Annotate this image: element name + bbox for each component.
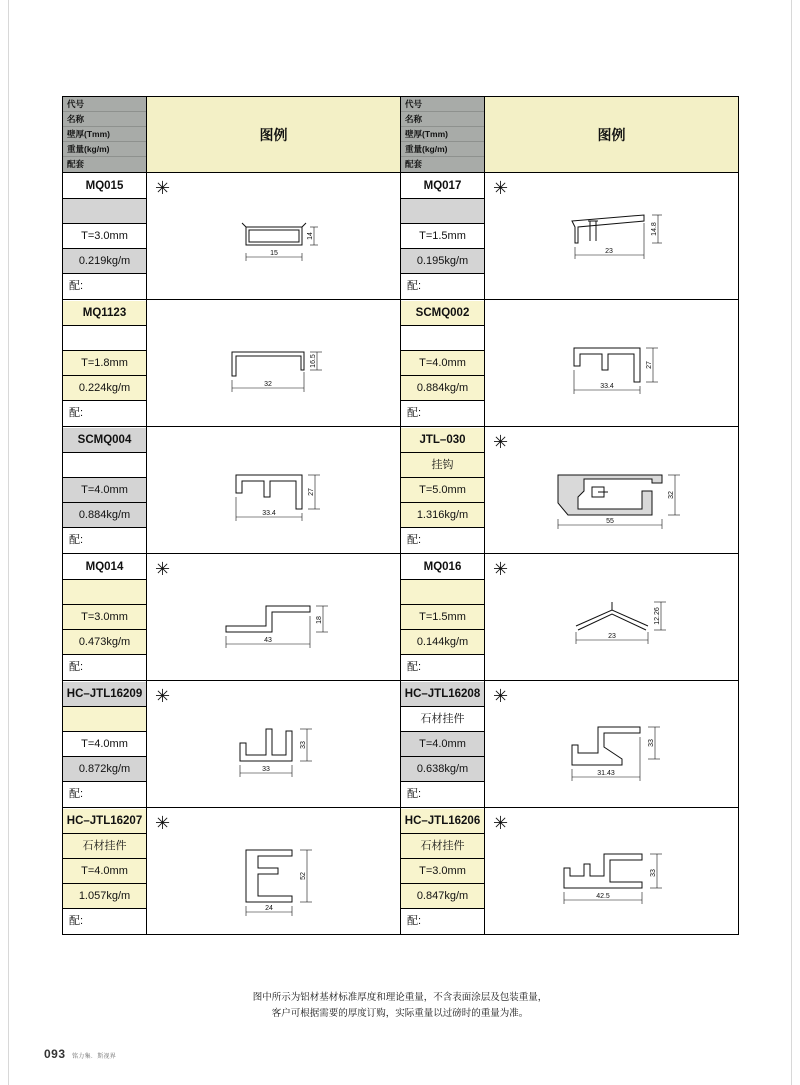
- profile-thickness: T=1.5mm: [401, 605, 484, 630]
- profile-drawing: [174, 308, 374, 418]
- table-row: [63, 173, 739, 300]
- page-border-right: [791, 0, 792, 1085]
- profile-weight: 0.473kg/m: [63, 630, 146, 655]
- dim-width: 33: [261, 766, 270, 773]
- asterisk-icon: ✳: [493, 432, 509, 452]
- table-row: [63, 681, 739, 808]
- profile-thickness: T=4.0mm: [63, 478, 146, 503]
- asterisk-icon: ✳: [493, 813, 509, 833]
- spec-label-cell: [63, 300, 147, 427]
- dim-width: 55: [605, 518, 614, 525]
- profiles-table: [62, 96, 739, 935]
- profile-weight: 1.316kg/m: [401, 503, 484, 528]
- dim-height: 12.26: [653, 607, 661, 625]
- profile-thickness: T=4.0mm: [63, 732, 146, 757]
- dim-width: 23: [607, 633, 616, 640]
- spec-label-cell: [63, 808, 147, 935]
- profile-thickness: T=4.0mm: [63, 859, 146, 884]
- dim-height: 18: [315, 616, 323, 624]
- dim-width: 24: [264, 905, 273, 912]
- dim-width: 31.43: [596, 770, 615, 777]
- profile-kit: 配:: [401, 528, 484, 553]
- header-code: 代号: [63, 97, 146, 112]
- page-number-value: 093: [44, 1047, 66, 1061]
- footnote-line-1: 图中所示为铝材基材标准厚度和理论重量，不含表面涂层及包装重量，: [252, 992, 548, 1003]
- spec-label-cell: [401, 554, 485, 681]
- profile-figure: [485, 173, 739, 300]
- profile-figure: [485, 808, 739, 935]
- header-code: 代号: [401, 97, 484, 112]
- dim-height: 27: [307, 488, 315, 496]
- dim-width: 42.5: [595, 893, 610, 900]
- profile-weight: 0.884kg/m: [401, 376, 484, 401]
- header-weight: 重量(kg/m): [401, 142, 484, 157]
- profile-figure: [147, 681, 401, 808]
- profile-code: MQ1123: [63, 301, 146, 326]
- table-row: [63, 300, 739, 427]
- profile-name: 挂钩: [401, 453, 484, 478]
- asterisk-icon: ✳: [155, 813, 171, 833]
- profile-weight: 0.144kg/m: [401, 630, 484, 655]
- spec-label-cell: [401, 427, 485, 554]
- profile-name: [401, 580, 484, 605]
- profile-weight: 0.195kg/m: [401, 249, 484, 274]
- table-row: [63, 427, 739, 554]
- page-number: [44, 1047, 66, 1061]
- header-figure-right: 图例: [485, 97, 739, 173]
- profile-drawing: [512, 181, 712, 291]
- profile-figure: [485, 300, 739, 427]
- table-row: [63, 808, 739, 935]
- dim-width: 32: [263, 381, 272, 388]
- table-row: [63, 554, 739, 681]
- profile-figure: [147, 173, 401, 300]
- asterisk-icon: ✳: [493, 686, 509, 706]
- dim-width: 33.4: [261, 510, 276, 517]
- dim-height: 52: [299, 872, 307, 880]
- profile-drawing: [512, 435, 712, 545]
- profile-weight: 0.872kg/m: [63, 757, 146, 782]
- page-border-left: [8, 0, 9, 1085]
- profile-name: 石材挂件: [401, 707, 484, 732]
- profile-weight: 1.057kg/m: [63, 884, 146, 909]
- dim-width: 43: [263, 637, 272, 644]
- profile-weight: 0.884kg/m: [63, 503, 146, 528]
- profile-kit: 配:: [63, 401, 146, 426]
- spec-label-cell: [401, 808, 485, 935]
- dim-height: 33: [647, 739, 655, 747]
- dim-width: 23: [604, 248, 613, 255]
- profile-code: MQ017: [401, 174, 484, 199]
- footnote-line-2: 客户可根据需要的厚度订购，实际重量以过磅时的重量为准。: [271, 1008, 529, 1019]
- profile-kit: 配:: [401, 655, 484, 680]
- profile-name: 石材挂件: [63, 834, 146, 859]
- profile-weight: 0.638kg/m: [401, 757, 484, 782]
- profile-weight: 0.219kg/m: [63, 249, 146, 274]
- header-label-right: [401, 97, 485, 173]
- asterisk-icon: ✳: [155, 686, 171, 706]
- header-name: 名称: [401, 112, 484, 127]
- spec-label-cell: [63, 173, 147, 300]
- profile-name: [63, 707, 146, 732]
- asterisk-icon: ✳: [155, 559, 171, 579]
- profile-code: SCMQ004: [63, 428, 146, 453]
- profile-weight: 0.224kg/m: [63, 376, 146, 401]
- profile-figure: [485, 554, 739, 681]
- profile-thickness: T=4.0mm: [401, 351, 484, 376]
- profile-weight: 0.847kg/m: [401, 884, 484, 909]
- dim-height: 14: [306, 232, 314, 240]
- profile-name: [63, 199, 146, 224]
- profile-thickness: T=1.5mm: [401, 224, 484, 249]
- profile-drawing: [174, 435, 374, 545]
- profile-kit: 配:: [401, 401, 484, 426]
- spec-label-cell: [401, 681, 485, 808]
- header-name: 名称: [63, 112, 146, 127]
- profile-kit: 配:: [401, 274, 484, 299]
- dim-height: 27: [645, 361, 653, 369]
- spec-label-cell: [63, 554, 147, 681]
- dim-height: 14.8: [650, 222, 658, 236]
- profile-kit: 配:: [401, 909, 484, 934]
- profile-kit: 配:: [63, 782, 146, 807]
- profile-kit: 配:: [401, 782, 484, 807]
- profile-name: [401, 326, 484, 351]
- dim-height: 32: [667, 491, 675, 499]
- profile-code: HC–JTL16208: [401, 682, 484, 707]
- profile-thickness: T=3.0mm: [63, 224, 146, 249]
- profile-drawing: [512, 308, 712, 418]
- profile-code: MQ015: [63, 174, 146, 199]
- dim-width: 15: [269, 250, 278, 257]
- header-kit: 配套: [405, 159, 423, 169]
- profile-kit: 配:: [63, 909, 146, 934]
- profile-drawing: [174, 562, 374, 672]
- profile-thickness: T=3.0mm: [63, 605, 146, 630]
- profile-kit: 配:: [63, 655, 146, 680]
- spec-label-cell: [63, 427, 147, 554]
- brand-mark: 铭力集．斯视界: [72, 1054, 117, 1060]
- profile-kit: 配:: [63, 274, 146, 299]
- spec-label-cell: [401, 173, 485, 300]
- profile-thickness: T=3.0mm: [401, 859, 484, 884]
- profile-figure: [147, 300, 401, 427]
- profile-drawing: [174, 181, 374, 291]
- profile-code: HC–JTL16207: [63, 809, 146, 834]
- dim-height: 33: [299, 741, 307, 749]
- profile-name: 石材挂件: [401, 834, 484, 859]
- profile-figure: [147, 427, 401, 554]
- footnote: [0, 990, 800, 1022]
- profile-drawing: [174, 689, 374, 799]
- header-figure-left: 图例: [147, 97, 401, 173]
- profile-drawing: [512, 562, 712, 672]
- profile-code: JTL–030: [401, 428, 484, 453]
- profile-name: [63, 326, 146, 351]
- profile-code: MQ016: [401, 555, 484, 580]
- profile-thickness: T=4.0mm: [401, 732, 484, 757]
- profile-figure: [147, 808, 401, 935]
- header-label-left: [63, 97, 147, 173]
- profile-code: MQ014: [63, 555, 146, 580]
- profile-drawing: [512, 689, 712, 799]
- header-thickness: 壁厚(Tmm): [401, 127, 484, 142]
- profile-thickness: T=1.8mm: [63, 351, 146, 376]
- profile-figure: [485, 681, 739, 808]
- asterisk-icon: ✳: [493, 559, 509, 579]
- profile-figure: [485, 427, 739, 554]
- profile-code: SCMQ002: [401, 301, 484, 326]
- profile-name: [63, 580, 146, 605]
- header-kit: 配套: [67, 159, 85, 169]
- dim-width: 33.4: [599, 383, 614, 390]
- spec-label-cell: [63, 681, 147, 808]
- profile-drawing: [512, 816, 712, 926]
- profile-code: HC–JTL16206: [401, 809, 484, 834]
- asterisk-icon: ✳: [155, 178, 171, 198]
- spec-label-cell: [401, 300, 485, 427]
- header-weight: 重量(kg/m): [63, 142, 146, 157]
- dim-height: 16.5: [309, 354, 317, 368]
- profile-drawing: [174, 816, 374, 926]
- profile-kit: 配:: [63, 528, 146, 553]
- table-header-row: [63, 97, 739, 173]
- profile-figure: [147, 554, 401, 681]
- header-thickness: 壁厚(Tmm): [63, 127, 146, 142]
- dim-height: 33: [649, 869, 657, 877]
- profile-thickness: T=5.0mm: [401, 478, 484, 503]
- profiles-table-container: [62, 96, 738, 935]
- profile-name: [63, 453, 146, 478]
- profile-code: HC–JTL16209: [63, 682, 146, 707]
- asterisk-icon: ✳: [493, 178, 509, 198]
- profile-name: [401, 199, 484, 224]
